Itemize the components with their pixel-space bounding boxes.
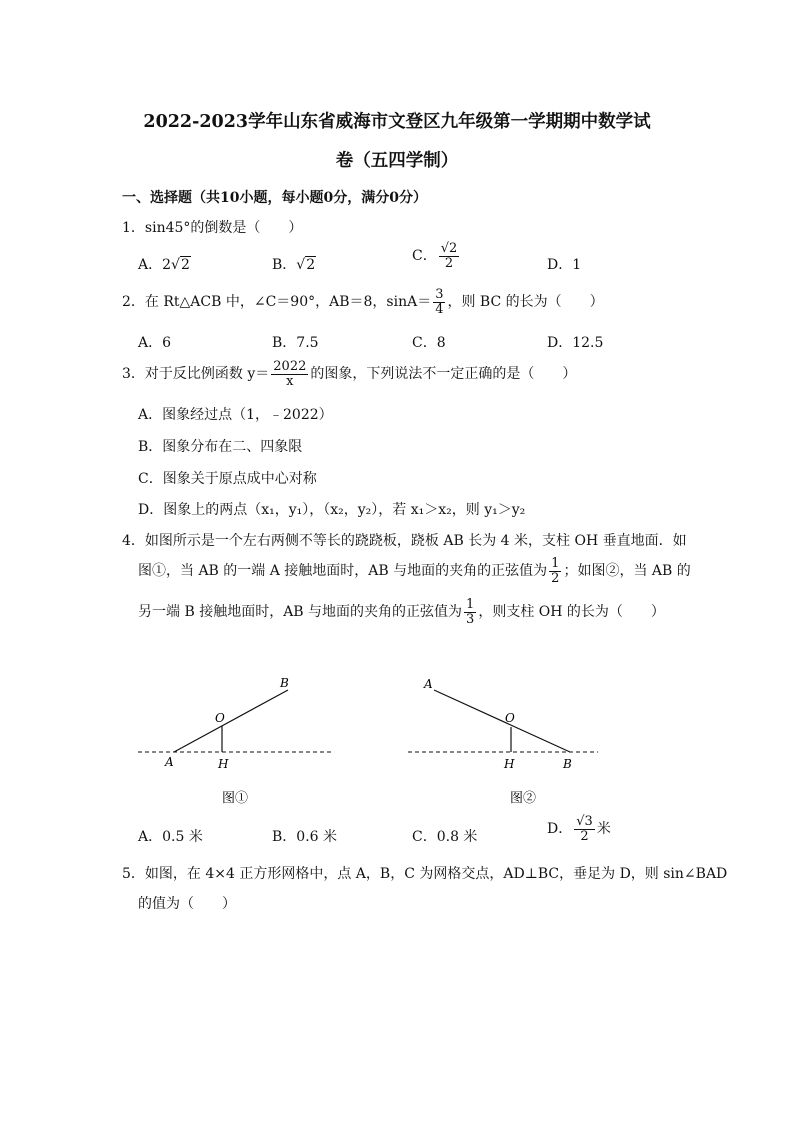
option-a-coefficient: A．2	[138, 257, 172, 273]
question-4-line-1: 4．如图所示是一个左右两侧不等长的跷跷板，跷板 AB 长为 4 米，支柱 OH 垂直地面．如	[122, 533, 687, 549]
point-b-label: B	[280, 676, 289, 690]
fraction	[574, 815, 595, 843]
fraction	[433, 288, 445, 316]
point-o-label: O	[215, 711, 225, 725]
point-h-label: H	[218, 757, 229, 771]
fraction	[549, 557, 561, 585]
question-1-option-b	[272, 254, 316, 274]
point-a-label: A	[165, 755, 174, 769]
question-2-suffix: ，则 BC 的长为（ ）	[447, 294, 604, 311]
question-1-stem: 1．sin45°的倒数是（ ）	[122, 220, 303, 236]
exam-title-line2: 卷（五四学制）	[335, 151, 459, 171]
question-2-option-c: C．8	[412, 335, 446, 351]
question-4-option-c: C．0.8 米	[412, 829, 478, 845]
question-1-option-a	[138, 254, 191, 274]
seesaw-board	[434, 690, 570, 752]
radicand: 3	[584, 814, 593, 829]
question-5-line-1: 5．如图，在 4×4 正方形网格中，点 A，B，C 为网格交点，AD⊥BC，垂足为 D，则 sin∠BAD	[122, 866, 728, 882]
question-1-option-d: D．1	[547, 257, 582, 273]
question-2-option-b: B．7.5	[272, 335, 319, 351]
point-h-label: H	[504, 757, 515, 771]
fraction	[271, 360, 308, 388]
fraction-numerator: 1	[466, 597, 475, 612]
question-4-line-2-suffix: ；如图②，当 AB 的	[563, 563, 691, 580]
option-b-label: B．	[272, 257, 297, 273]
question-4-option-d	[547, 815, 611, 843]
sqrt-symbol: √2	[296, 257, 316, 273]
fraction-numerator: √2	[440, 241, 458, 256]
seesaw-figure-1	[130, 670, 340, 810]
option-d-label: D．	[547, 821, 573, 838]
question-1-option-c	[412, 242, 461, 270]
question-4-line-2-prefix: 图①，当 AB 的一端 A 接触地面时，AB 与地面的夹角的正弦值为	[138, 563, 548, 580]
figure-1-caption: 图①	[222, 791, 249, 806]
point-o-label: O	[505, 711, 515, 725]
sqrt-symbol: √2	[171, 257, 190, 273]
fraction-numerator: √3	[576, 814, 593, 829]
exam-title-line1: 2022-2023学年山东省威海市文登区九年级第一学期期中数学试	[143, 112, 651, 132]
point-b-label: B	[563, 757, 572, 771]
figure-2-caption: 图②	[510, 791, 537, 806]
question-3-suffix: 的图象，下列说法不一定正确的是（ ）	[310, 366, 577, 383]
radicand: 2	[180, 257, 190, 273]
question-4-line-3-prefix: 另一端 B 接触地面时，AB 与地面的夹角的正弦值为	[138, 604, 463, 621]
fraction-denominator: 2	[551, 570, 560, 586]
fraction-denominator: 3	[466, 611, 475, 627]
question-2-prefix: 2．在 Rt△ACB 中，∠C＝90°，AB＝8，sinA＝	[122, 294, 432, 311]
section-heading: 一、选择题（共10小题，每小题0分，满分0分）	[122, 190, 427, 206]
question-2-stem	[122, 288, 604, 316]
question-4-line-2	[138, 557, 691, 585]
option-c-label: C．	[412, 248, 437, 265]
fraction-denominator: 4	[435, 301, 444, 317]
question-2-option-a: A．6	[138, 335, 172, 351]
radicand: 2	[306, 257, 316, 273]
option-d-unit: 米	[596, 821, 611, 838]
point-a-label: A	[424, 677, 433, 691]
fraction	[439, 242, 460, 270]
seesaw-board	[174, 690, 288, 752]
seesaw-figure-2	[400, 670, 610, 810]
question-3-option-d: D．图象上的两点（x₁，y₁），（x₂，y₂），若 x₁＞x₂，则 y₁＞y₂	[138, 502, 526, 518]
radicand: 2	[449, 241, 458, 256]
fraction-denominator: 2	[444, 255, 454, 271]
question-3-stem	[122, 360, 576, 388]
fraction-numerator: 1	[551, 556, 560, 571]
fraction-denominator: 2	[580, 828, 589, 844]
question-2-option-d: D．12.5	[547, 335, 604, 351]
fraction	[464, 598, 476, 626]
question-4-option-b: B．0.6 米	[272, 829, 338, 845]
question-3-option-a: A．图象经过点（1，﹣2022）	[138, 407, 333, 423]
fraction-numerator: 2022	[273, 359, 307, 374]
question-3-option-b: B．图象分布在二、四象限	[138, 439, 303, 455]
question-4-option-a: A．0.5 米	[138, 829, 203, 845]
question-4-line-3	[138, 598, 665, 626]
question-3-prefix: 3．对于反比例函数 y＝	[122, 366, 270, 383]
question-5-line-2: 的值为（ ）	[138, 896, 236, 912]
fraction-numerator: 3	[435, 287, 444, 302]
question-4-line-3-suffix: ，则支柱 OH 的长为（ ）	[478, 604, 665, 621]
fraction-denominator: x	[286, 373, 294, 389]
question-3-option-c: C．图象关于原点成中心对称	[138, 471, 317, 487]
